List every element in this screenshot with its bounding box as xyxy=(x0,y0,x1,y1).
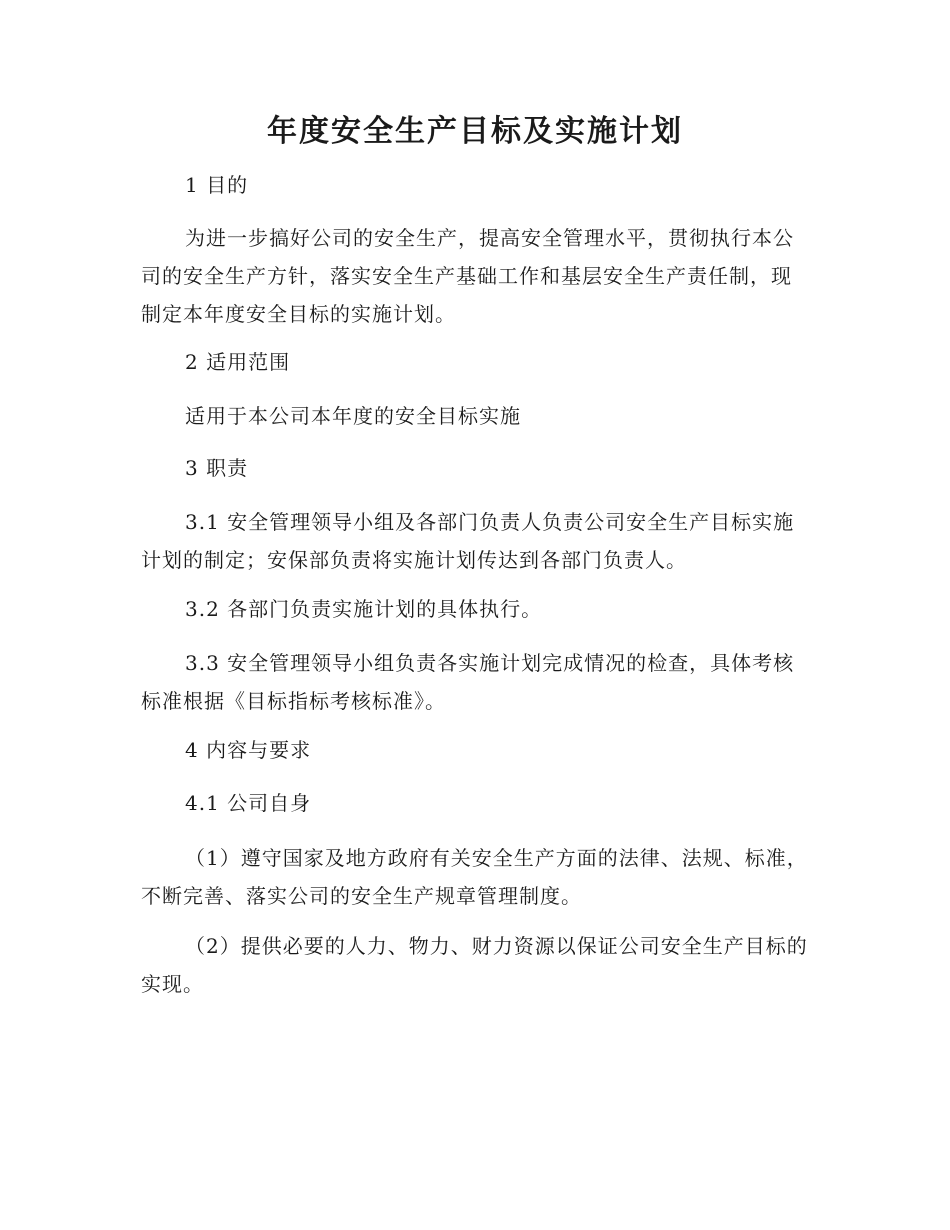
paragraph-responsibility-3-2: 3.2 各部门负责实施计划的具体执行。 xyxy=(185,597,543,621)
section-heading-purpose: 1 目的 xyxy=(185,173,249,197)
list-item-1: （1）遵守国家及地方政府有关安全生产方面的法律、法规、标准，不断完善、落实公司的安全生产规章管理制度。 xyxy=(141,846,808,908)
section-heading-requirements: 4 内容与要求 xyxy=(185,738,312,762)
paragraph-responsibility-3-1: 3.1 安全管理领导小组及各部门负责人负责公司安全生产目标实施计划的制定；安保部负责将实施计划传达到各部门负责人。 xyxy=(141,510,795,572)
document-title: 年度安全生产目标及实施计划 xyxy=(267,114,683,149)
paragraph-scope: 适用于本公司本年度的安全目标实施 xyxy=(185,404,521,428)
subsection-heading-company: 4.1 公司自身 xyxy=(185,791,312,815)
section-heading-scope: 2 适用范围 xyxy=(185,350,291,374)
paragraph-purpose: 为进一步搞好公司的安全生产，提高安全管理水平，贯彻执行本公司的安全生产方针，落实安全生产基础工作和基层安全生产责任制，现制定本年度安全目标的实施计划。 xyxy=(141,226,794,326)
section-heading-responsibilities: 3 职责 xyxy=(185,456,249,480)
paragraph-responsibility-3-3: 3.3 安全管理领导小组负责各实施计划完成情况的检查，具体考核标准根据《目标指标考核标准》。 xyxy=(141,651,795,713)
list-item-2: （2）提供必要的人力、物力、财力资源以保证公司安全生产目标的实现。 xyxy=(141,934,808,996)
